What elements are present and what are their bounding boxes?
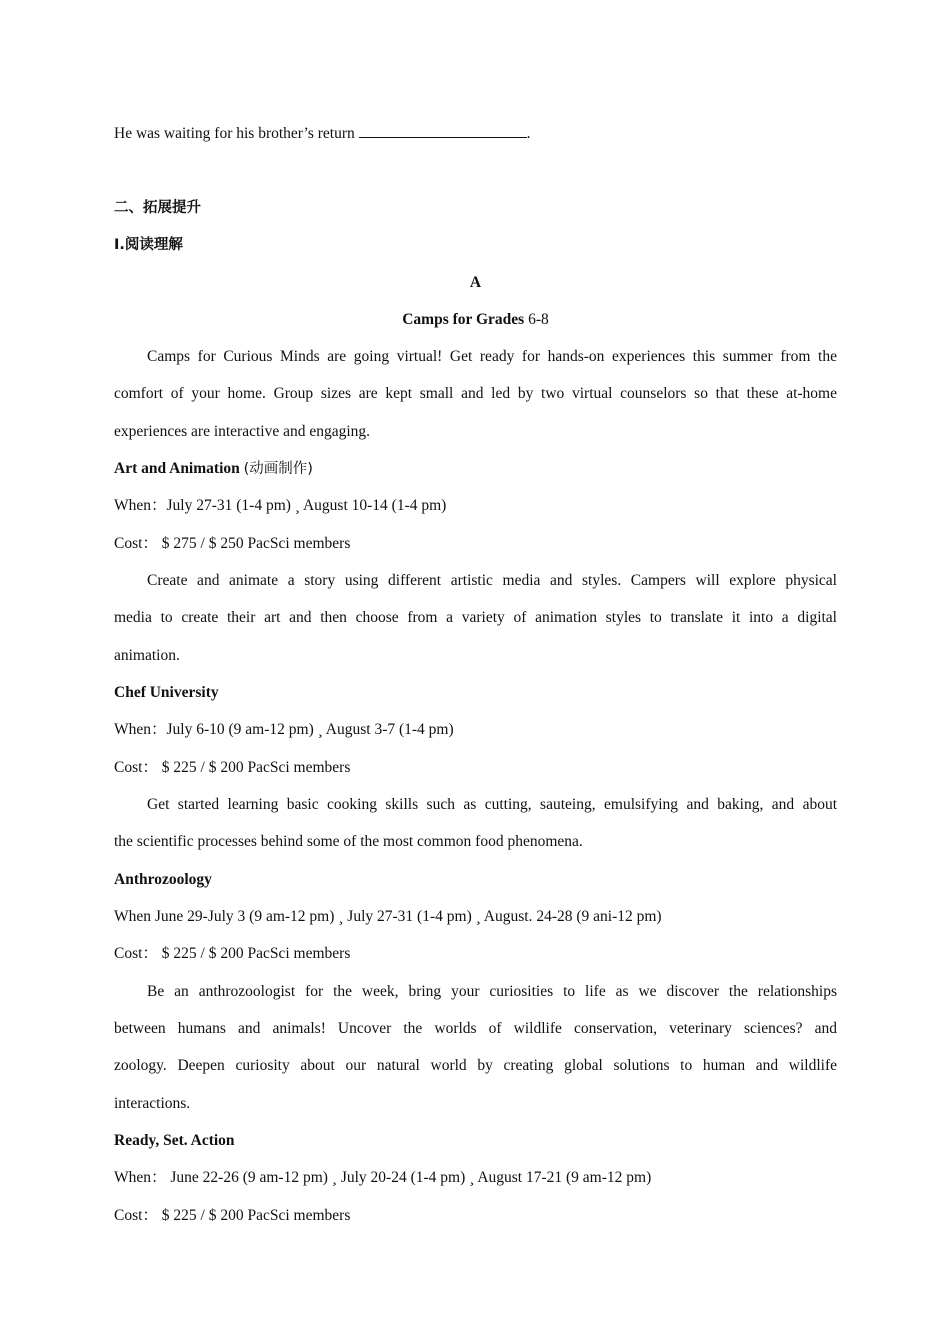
camp-cost: Cost： $ 225 / $ 200 PacSci members <box>114 1207 351 1224</box>
title-grades: 6-8 <box>528 311 549 328</box>
camp-name: Chef University <box>114 684 219 701</box>
intro-line: comfort of your home. Group sizes are kept small and led by two virtual counselors so that these at-home <box>114 385 837 402</box>
camp-heading <box>114 459 837 479</box>
passage-title <box>114 310 837 330</box>
camp-cost: Cost： $ 225 / $ 200 PacSci members <box>114 945 351 962</box>
passage-label: A <box>469 274 482 291</box>
answer-blank <box>359 123 527 138</box>
camp-cost: Cost： $ 225 / $ 200 PacSci members <box>114 759 351 776</box>
camp-description-line: Get started learning basic cooking skills such as cutting, sauteing, emulsifying and baking, and about <box>147 796 837 813</box>
camp-name: Art and Animation <box>114 460 240 477</box>
camp-name: Anthrozoology <box>114 871 212 888</box>
intro-line: Camps for Curious Minds are going virtual! Get ready for hands-on experiences this summer from the <box>147 348 837 365</box>
camp-description-line: interactions. <box>114 1095 191 1112</box>
subsection-heading: I.阅读理解 <box>114 237 183 253</box>
camp-description-line: zoology. Deepen curiosity about our natural world by creating global solutions to human and wildlife <box>114 1057 837 1074</box>
camp-cost: Cost： $ 275 / $ 250 PacSci members <box>114 535 351 552</box>
intro-line: experiences are interactive and engaging. <box>114 423 371 440</box>
camp-description-line: Be an anthrozoologist for the week, bring your curiosities to life as we discover the relationships <box>147 983 837 1000</box>
fill-in-sentence <box>114 123 837 144</box>
camp-description-line: media to create their art and then choose from a variety of animation styles to translate it into a digital <box>114 609 837 626</box>
camp-name: Ready, Set. Action <box>114 1132 235 1149</box>
section-heading: 二、拓展提升 <box>114 200 201 216</box>
sentence-period: . <box>526 125 531 142</box>
camp-description-line: the scientific processes behind some of the most common food phenomena. <box>114 833 583 850</box>
title-bold: Camps for Grades <box>402 311 525 328</box>
camp-description-line: animation. <box>114 647 180 664</box>
camp-when: When： June 22-26 (9 am-12 pm) ¸ July 20-24 (1-4 pm) ¸ August 17-21 (9 am-12 pm) <box>114 1169 652 1186</box>
camp-when: When June 29-July 3 (9 am-12 pm) ¸ July 27-31 (1-4 pm) ¸ August. 24-28 (9 ani-12 pm) <box>114 908 662 925</box>
sentence-text: He was waiting for his brother’s return <box>114 125 355 142</box>
camp-name-note: (动画制作) <box>243 461 313 477</box>
camp-when: When：July 27-31 (1-4 pm) ¸ August 10-14 (1-4 pm) <box>114 497 447 514</box>
camp-description-line: between humans and animals! Uncover the worlds of wildlife conservation, veterinary sciences? and <box>114 1020 837 1037</box>
camp-when: When：July 6-10 (9 am-12 pm) ¸ August 3-7 (1-4 pm) <box>114 721 454 738</box>
camp-description-line: Create and animate a story using different artistic media and styles. Campers will explore physical <box>147 572 837 589</box>
